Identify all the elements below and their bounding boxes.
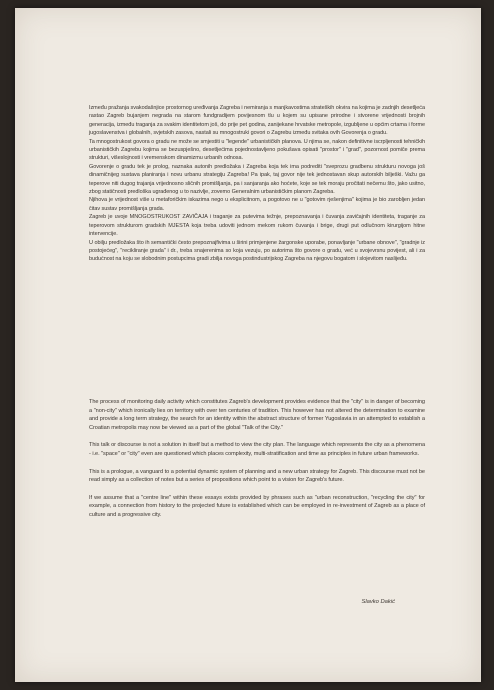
author-signature: Slavko Dakić [361, 599, 395, 605]
croatian-paragraph: Između pražanja svakodašnjice prostornog uređivanja Zagreba i nemiranja s manjkavostima strateških okvira na kojima je zadnjih desetljeća rastao Zagreb bujanjem negrada na starom fundgradijem povijesnom tlu u kojem su upisane prirodne i stvorene vrijednosti brojnih generacija, između traganja za svakim identitetom još, do prije pet godina, zanijekane hrvatske metropole, izgubljene u općim crtama i forme jugoslavenstva i globalnih, svjetskih zasova, nastali su mnogostruki govori o Zagrebu između svitaka ovih Govorenja o gradu. [89, 105, 425, 137]
croatian-paragraph: Govorenje o gradu tek je prolog, naznaka autonih predložaka i Zagreba koja tek ima podrediti "sveprozu gradbenu strukturu novoga još dinamičnijeg sustava planiranja i novu urbanu strategiju Zagreba! Pa ipak, taj govor nije tek jednostavan skup autorskih bilješki. Važu ga teperove niti dugog trajanja vrijednosno sličnih promišljanja, pa i sanjaranja ako hoćete, koje se tek moraju pročitati nečemu što, jako usitno, zbog statičnosti predloška ugrađenog u to nazivlje, zovemo Generalnim urbanističkim planom Zagreba. [89, 163, 425, 196]
croatian-text-block [89, 104, 425, 264]
book-back-cover [15, 8, 481, 682]
croatian-paragraph: U obilju predložaka što ih semantički često prepoznajfivima u širini primjenjene žargonske uporabe, ponavljanje "urbane obnove", "gradnje iz postojećeg", "recikliranje grada" i dr., treba snajerenima so koja vezuju, po autorima što govore o gradu, već u svojevrsnu povijest, ali i za budućnost na koju se slobodnim postupcima gradi zbilja novoga postindustrijskog Zagreba na njegovu bogatom i slojevitom naslijeđu. [89, 239, 425, 263]
english-paragraph: If we assume that a "centre line" within these essays exists provided by phrases such as "urban reconstruction, "recycling the city" for example, a connection from history to the projected future is established which can be employed in re-investment of Zagreb as a place of culture and a progressive city. [89, 494, 425, 518]
english-text-block [89, 398, 425, 529]
english-paragraph: This is a prologue, a vanguard to a potential dynamic system of planning and a new urban strategy for Zagreb. This discourse must not be read simply as a collection of notes but a series of propositions which point to a vision for Zagreb's future. [89, 468, 425, 484]
croatian-paragraph: Njihova je vrijednost više u metaforičkim iskazima nego u eksplicitnom, a pogotovo ne u "gotovim rješenjima" kojima je bio zarobljen jedan čitav sustav promišljanja grada. [89, 197, 425, 212]
croatian-paragraph: Zagreb je uvoje MNOGOSTRUKOST ZAVIČAJA i traganje za putevima težnje, prepoznavanja i čuvanja zavičajnih identiteta, traganje za teperovom strukturom gradskih MJESTA koja treba udoviti jednom mekom rukom čuvanja i brige, drugi put odlučnom kirurgijom hitne intervencije. [89, 214, 425, 238]
croatian-paragraph: Ta mnogostrukost govora o gradu ne može se smjestiti u "legende" urbanističkih planova. U njima se, nakon definitivne iscrpljenosti tehničkih urbanističkih Zagrebu kojima se bezuspješno, desetljećima pojednostavljeno pokušava opisati "prostor" i "grad", pozornost pomiče prema strukturi, višeslojnosti i vremenskom dinamizmu urbanih odnosa. [89, 138, 425, 162]
english-paragraph: The process of monitoring daily activity which constitutes Zagreb's development provides evidence that the "city" is in danger of becoming a "non-city" which ironically lies on territory with over ten centuries of tradition. This however has not altered the determination to examine and provide a long term strategy, the search for an identity within the abstract structure of former Yugoslavia in an attempted to establish a Croatian metropolis may now be viewed as a part of the global "Talk of the City." [89, 399, 425, 431]
english-paragraph: This talk or discourse is not a solution in itself but a method to view the city plan. The language which represents the city as a phenomena - i.e. "space" or "city" even are questioned which places complexity, multi-stratification and time as principles in future urban frameworks. [89, 442, 425, 457]
